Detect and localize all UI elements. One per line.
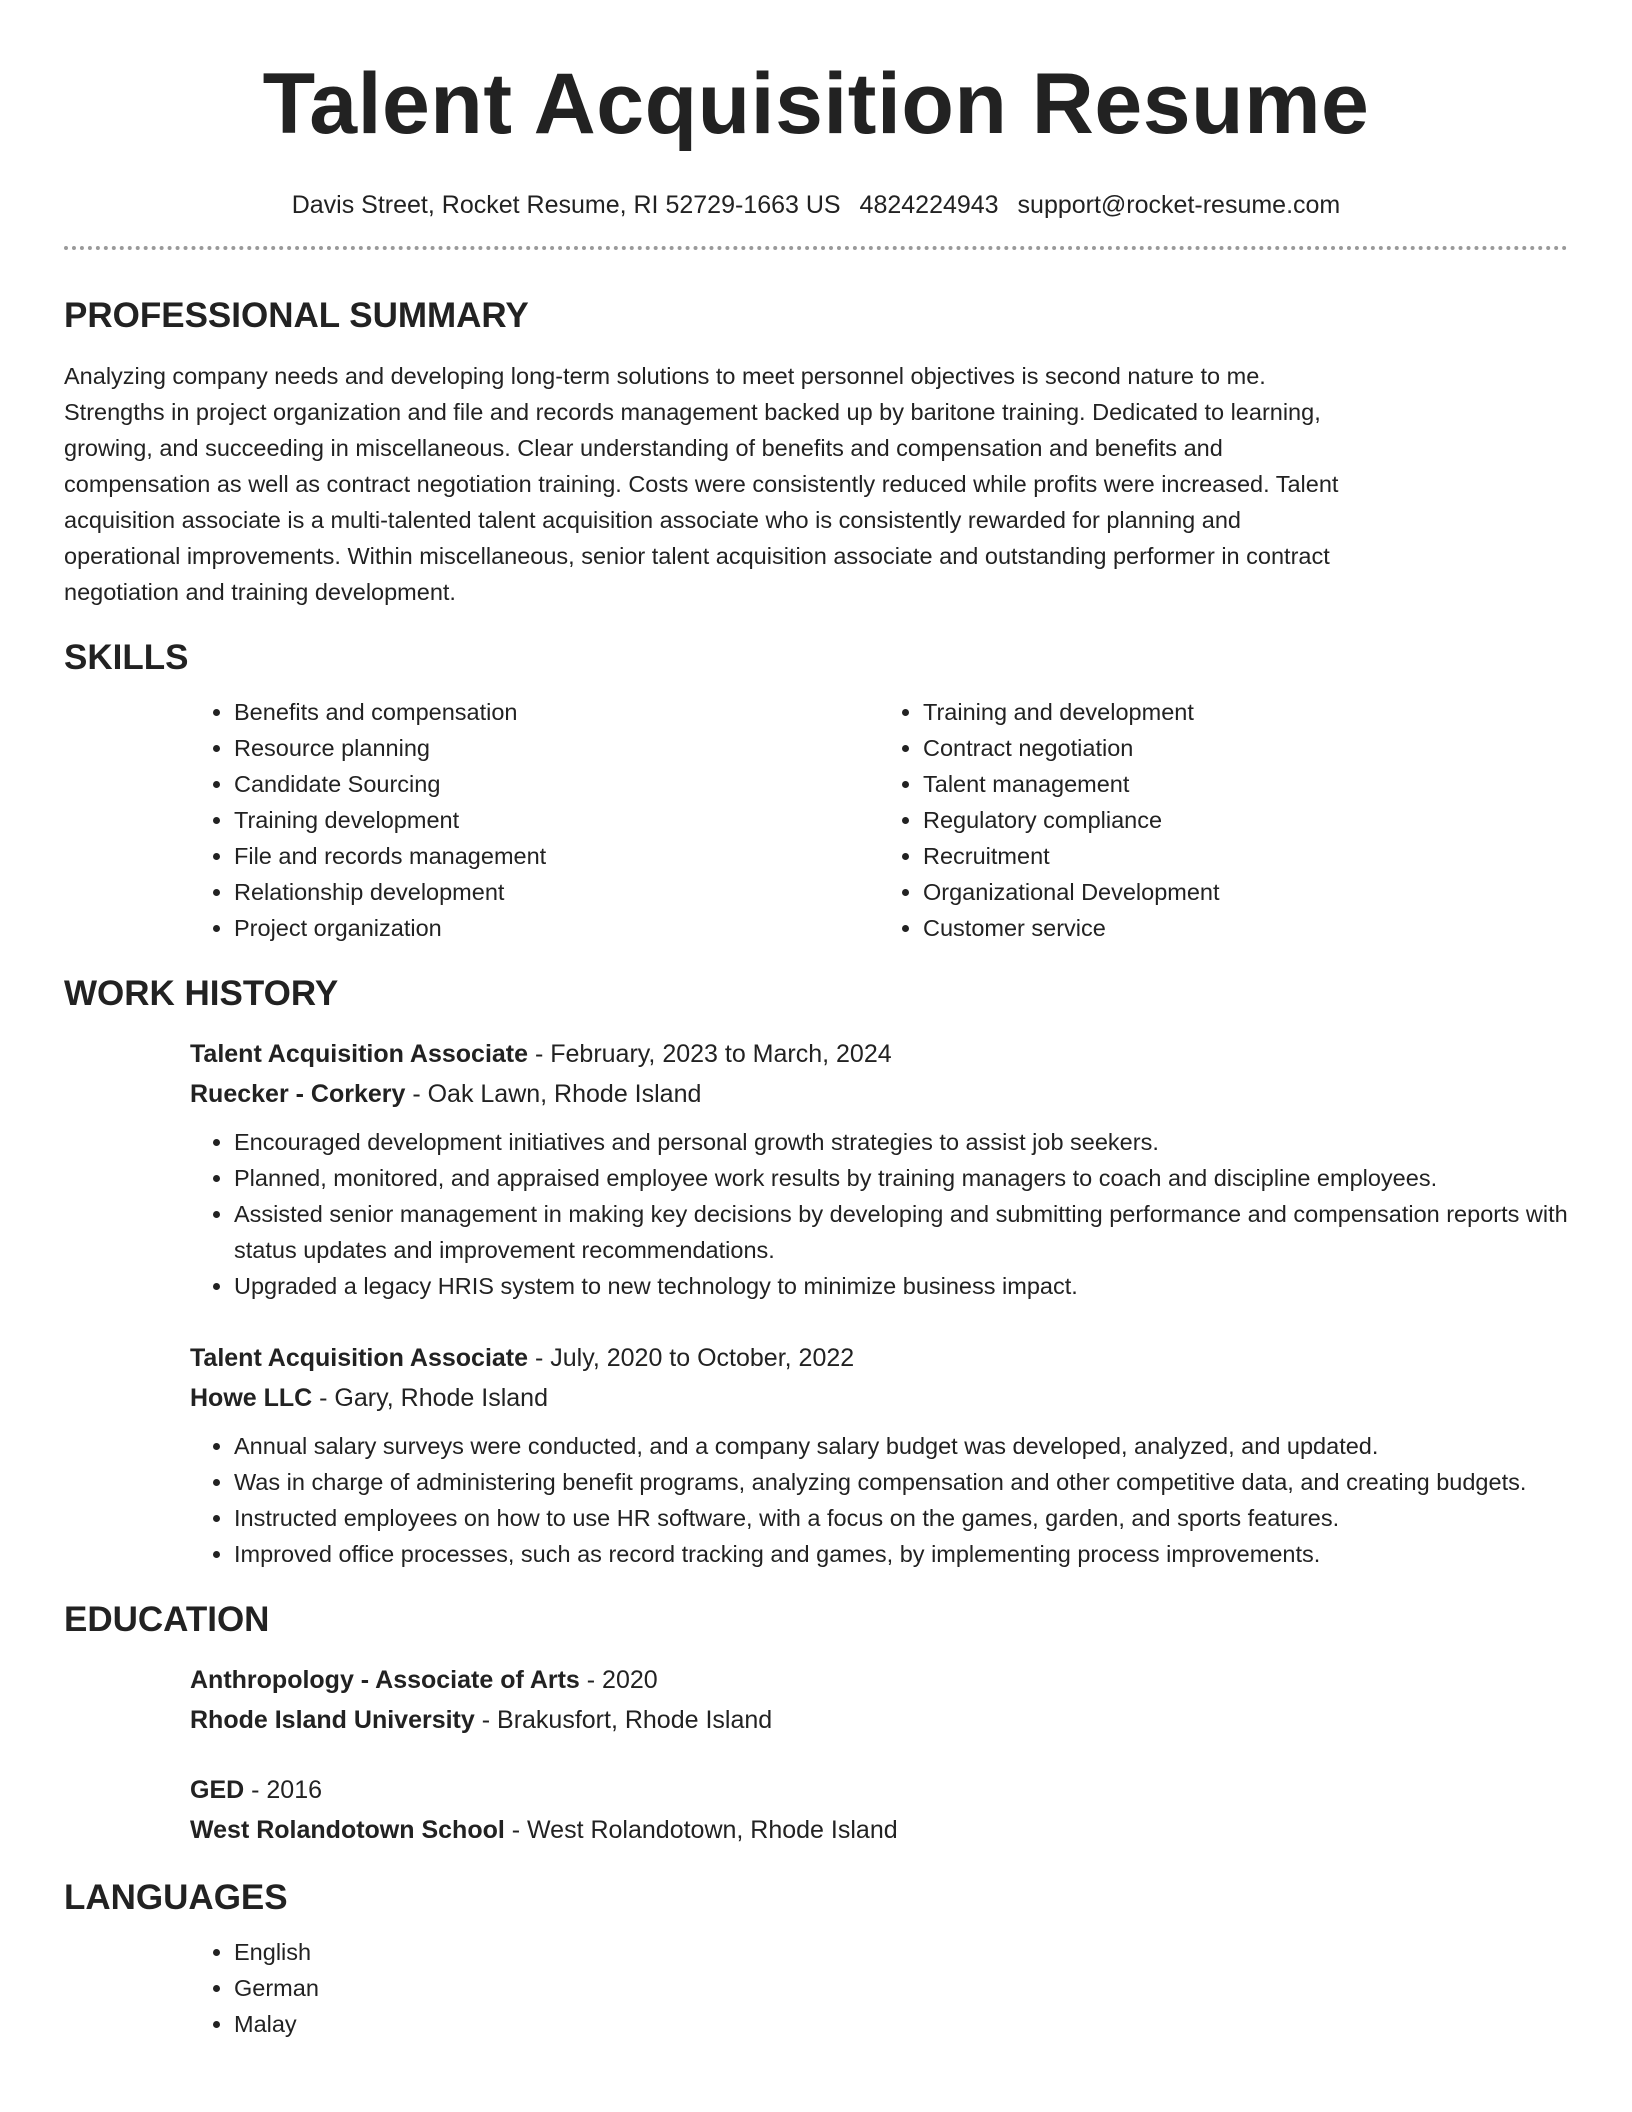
language-item: • English [234,1934,1568,1970]
job-title-line [190,1338,1568,1378]
education-year: - 2016 [244,1776,323,1804]
job-dates: - February, 2023 to March, 2024 [528,1040,892,1068]
education-school-line [190,1700,1568,1740]
skill-item: • Benefits and compensation [234,694,879,730]
summary-text [64,358,1568,610]
education-entry [190,1660,1568,1740]
language-item: • German [234,1970,1568,2006]
section-heading-languages: LANGUAGES [64,1878,288,1917]
section-heading-education: EDUCATION [64,1600,270,1639]
education-school-line [190,1810,1568,1850]
contact-email: support@rocket-resume.com [1017,191,1341,219]
resume-title: Talent Acquisition Resume [262,56,1370,152]
skills-column-right [879,694,1568,946]
job-duties [190,1428,1568,1572]
job-title: Talent Acquisition Associate [190,1040,529,1068]
summary-line: negotiation and training development. [64,579,456,605]
job-company-line [190,1074,1568,1114]
job-duty: • Assisted senior management in making key decisions by developing and submitting performance and compensation reports with status updates and improvement recommendations. [234,1196,1568,1268]
language-item: • Malay [234,2006,1568,2042]
job-duties [190,1124,1568,1304]
skill-item: • Relationship development [234,874,879,910]
skill-item: • Candidate Sourcing [234,766,879,802]
contact-phone: 4824224943 [859,191,999,219]
job-duty: • Planned, monitored, and appraised employee work results by training managers to coach and discipline employees. [234,1160,1568,1196]
education-year: - 2020 [579,1666,658,1694]
job-title-line [190,1034,1568,1074]
job-duty: • Upgraded a legacy HRIS system to new technology to minimize business impact. [234,1268,1568,1304]
skill-item: • Project organization [234,910,879,946]
job-duty: • Annual salary surveys were conducted, and a company salary budget was developed, analyzed, and updated. [234,1428,1568,1464]
education-degree-line [190,1770,1568,1810]
summary-section [64,294,1568,610]
languages-section [64,1876,1568,2042]
job-duty: • Instructed employees on how to use HR software, with a focus on the games, garden, and sports features. [234,1500,1568,1536]
education-entry [190,1770,1568,1850]
contact-line [64,190,1568,220]
skill-item: • Recruitment [923,838,1568,874]
skills-list [190,694,1568,946]
education-school: West Rolandotown School [190,1816,505,1844]
summary-line: acquisition associate is a multi-talented talent acquisition associate who is consistently rewarded for planning and [64,507,1241,533]
job-entry [190,1338,1568,1572]
section-heading-work-history: WORK HISTORY [64,974,339,1013]
education-location: - West Rolandotown, Rhode Island [504,1816,898,1844]
job-dates: - July, 2020 to October, 2022 [528,1344,855,1372]
job-title: Talent Acquisition Associate [190,1344,529,1372]
skill-item: • Training development [234,802,879,838]
job-duty: • Improved office processes, such as record tracking and games, by implementing process improvements. [234,1536,1568,1572]
job-duty: • Was in charge of administering benefit programs, analyzing compensation and other competitive data, and creating budgets. [234,1464,1568,1500]
education-section [64,1598,1568,1850]
resume-page [64,0,1568,2042]
summary-line: growing, and succeeding in miscellaneous. Clear understanding of benefits and compensation and benefits and [64,435,1223,461]
skill-item: • Regulatory compliance [923,802,1568,838]
skills-section [64,636,1568,946]
education-degree: Anthropology - Associate of Arts [190,1666,580,1694]
education-degree-line [190,1660,1568,1700]
job-company: Howe LLC [190,1384,313,1412]
job-company-line [190,1378,1568,1418]
job-location: - Gary, Rhode Island [312,1384,548,1412]
work-history-section [64,972,1568,1572]
job-company: Ruecker - Corkery [190,1080,406,1108]
skill-item: • Organizational Development [923,874,1568,910]
job-location: - Oak Lawn, Rhode Island [405,1080,702,1108]
summary-line: operational improvements. Within miscellaneous, senior talent acquisition associate and outstanding performer in contract [64,543,1330,569]
section-heading-skills: SKILLS [64,638,189,677]
skill-item: • Talent management [923,766,1568,802]
skill-item: • File and records management [234,838,879,874]
languages-list [190,1934,1568,2042]
summary-line: Strengths in project organization and file and records management backed up by baritone training. Dedicated to learning, [64,399,1321,425]
job-entry [190,1034,1568,1304]
skill-item: • Customer service [923,910,1568,946]
section-heading-summary: PROFESSIONAL SUMMARY [64,296,529,335]
skill-item: • Resource planning [234,730,879,766]
skill-item: • Contract negotiation [923,730,1568,766]
education-location: - Brakusfort, Rhode Island [474,1706,773,1734]
summary-line: Analyzing company needs and developing long-term solutions to meet personnel objectives is second nature to me. [64,363,1266,389]
skills-column-left [190,694,879,946]
job-duty: • Encouraged development initiatives and personal growth strategies to assist job seekers. [234,1124,1568,1160]
skill-item: • Training and development [923,694,1568,730]
summary-line: compensation as well as contract negotiation training. Costs were consistently reduced while profits were increased. Talent [64,471,1339,497]
education-school: Rhode Island University [190,1706,475,1734]
education-degree: GED [190,1776,245,1804]
contact-address: Davis Street, Rocket Resume, RI 52729-1663 US [291,191,841,219]
header-divider [64,246,1568,250]
